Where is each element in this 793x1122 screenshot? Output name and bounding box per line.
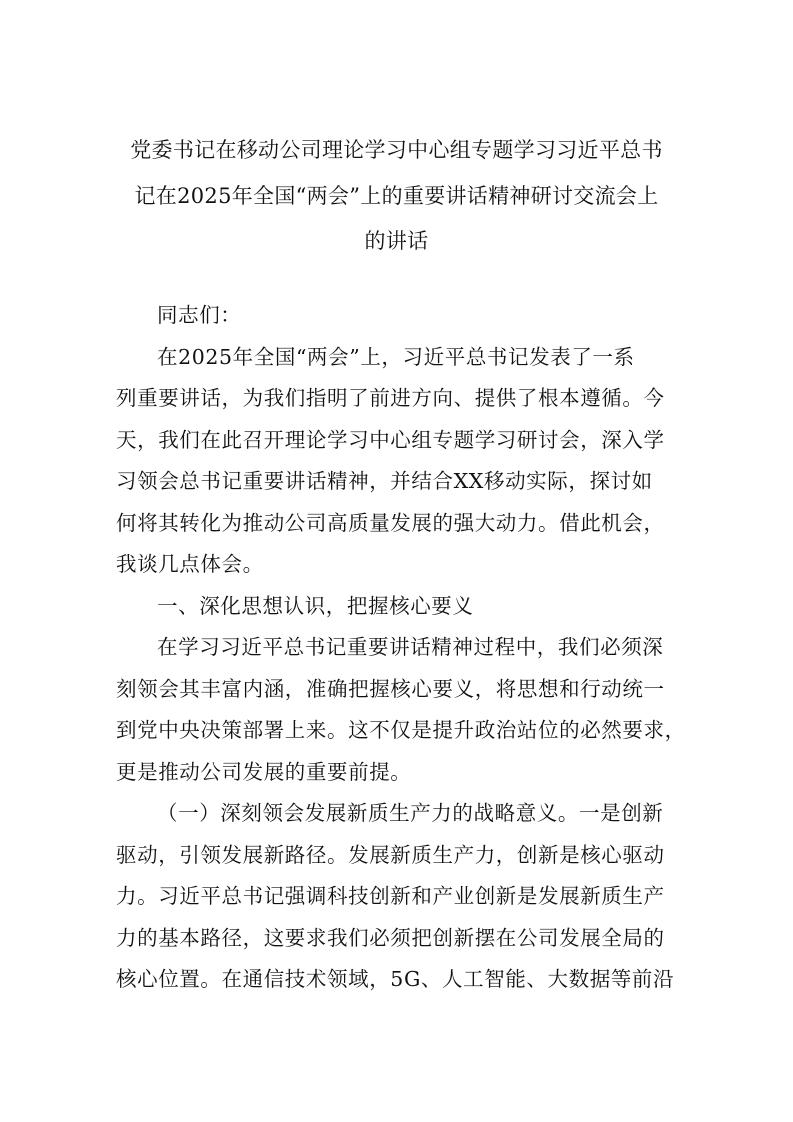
title-line: 党委书记在移动公司理论学习中心组专题学习习近平总书 <box>130 138 663 162</box>
text-line: 习领会总书记重要讲话精神，并结合XX移动实际，探讨如 <box>116 469 653 493</box>
document-body <box>116 295 688 1001</box>
text-line: 力的基本路径，这要求我们必须把创新摆在公司发展全局的 <box>116 925 665 950</box>
text-line: 到党中央决策部署上来。这不仅是提升政治站位的必然要求， <box>116 718 686 742</box>
text-line: 刻领会其丰富内涵，准确把握核心要义，将思想和行动统一 <box>116 676 665 701</box>
text-line: 列重要讲话，为我们指明了前进方向、提供了根本遵循。今 <box>116 386 665 410</box>
text-line: 核心位置。在通信技术领域，5G、人工智能、大数据等前沿 <box>116 967 675 991</box>
text-line: 同志们： <box>157 303 242 327</box>
text-line: （一）深刻领会发展新质生产力的战略意义。一是创新 <box>157 801 664 825</box>
section-paragraph <box>116 627 688 793</box>
text-line: 一、深化思想认识，把握核心要义 <box>157 593 474 618</box>
section-heading <box>116 586 688 628</box>
text-line: 更是推动公司发展的重要前提。 <box>116 759 412 784</box>
text-line: 天，我们在此召开理论学习中心组专题学习研讨会，深入学 <box>116 427 665 452</box>
text-line: 在2025年全国“两会”上，习近平总书记发表了一系 <box>157 344 635 369</box>
text-line: 何将其转化为推动公司高质量发展的强大动力。借此机会， <box>116 510 665 535</box>
text-line: 力。习近平总书记强调科技创新和产业创新是发展新质生产 <box>116 884 665 908</box>
subsection-paragraph <box>116 793 688 1001</box>
document-title <box>110 128 683 265</box>
text-line: 在学习习近平总书记重要讲话精神过程中，我们必须深 <box>157 635 664 659</box>
salutation <box>116 295 688 337</box>
text-line: 我谈几点体会。 <box>116 552 264 576</box>
title-line: 记在2025年全国“两会”上的重要讲话精神研讨交流会上 <box>134 183 659 208</box>
text-line: 驱动，引领发展新路径。发展新质生产力，创新是核心驱动 <box>116 842 665 867</box>
intro-paragraph <box>116 337 688 586</box>
title-line: 的讲话 <box>364 229 429 253</box>
